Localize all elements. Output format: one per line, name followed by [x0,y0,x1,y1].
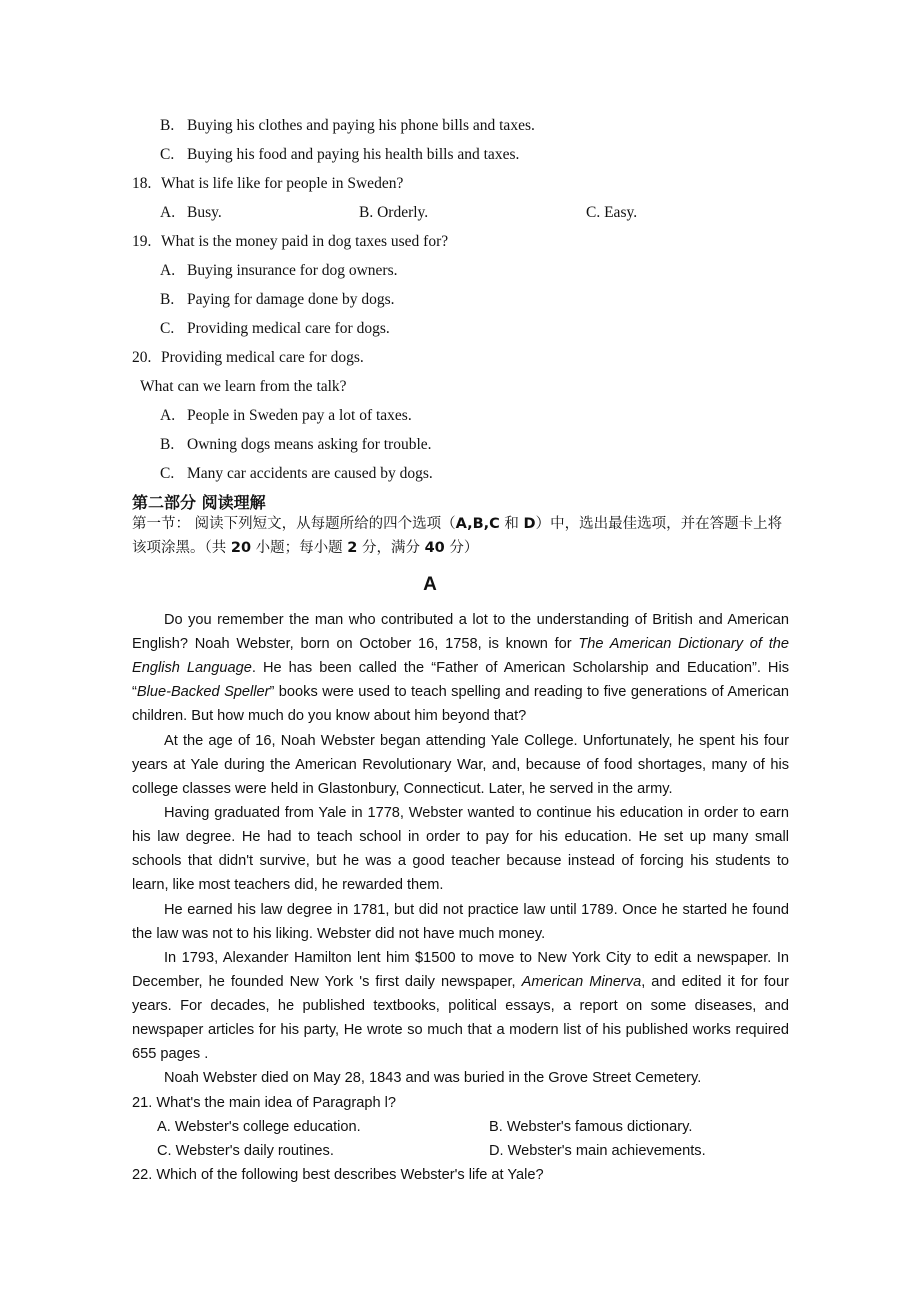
option-20-b: B. Owning dogs means asking for trouble. [160,436,432,453]
passage-label: A [423,574,437,595]
option-21-d: D. Webster's main achievements. [489,1143,706,1159]
question-19: 19. What is the money paid in dog taxes used for? [132,233,449,250]
paragraph-6: Noah Webster died on May 28, 1843 and was buried in the Grove Street Cemetery. [164,1070,702,1086]
question-18: 18. What is life like for people in Sweden? [132,175,404,192]
option-20-a: A. People in Sweden pay a lot of taxes. [160,407,412,424]
option-19-b: B. Paying for damage done by dogs. [160,291,395,308]
paragraph-3: Having graduated from Yale in 1778, Webster wanted to continue his education in order to earn his law degree. He had to teach school in order to pay for his education. He set up many small schools that didn't survive, but he was a good teacher because instead of forcing his students to learn, like most teachers did, he rewarded them. [132,805,789,894]
paragraph-1: Do you remember the man who contributed a lot to the understanding of British and American English? Noah Webster, born on October 16, 1758, is known for The American Dictionary of the English Language. He has been called the “Father of American Scholarship and Education”. His “Blue-Backed Speller” books were used to teach spelling and reading to five generations of American children. But how much do you know about him beyond that? [132,612,789,725]
option-17-c: C. Buying his food and paying his health bills and taxes. [160,146,520,163]
question-22: 22. Which of the following best describes Webster's life at Yale? [132,1167,544,1183]
paragraph-4: He earned his law degree in 1781, but did not practice law until 1789. Once he started he found the law was not to his liking. Webster did not have much money. [132,902,789,943]
section-instruction: 第一节： 阅读下列短文，从每题所给的四个选项（A,B,C 和 D）中，选出最佳选项，并在答题卡上将该项涂黑。（共 20 小题；每小题 2 分，满分 40 分） [132,516,783,556]
question-20-text: What can we learn from the talk? [140,378,347,395]
option-18-a: A. Busy. [160,204,222,221]
paragraph-2: At the age of 16, Noah Webster began attending Yale College. Unfortunately, he spent his four years at Yale during the American Revolutionary War, and, because of food shortages, many of his college classes were held in Glastonbury, Connecticut. Later, he served in the army. [132,733,789,798]
option-18-b: B. Orderly. [359,204,429,221]
option-18-c: C. Easy. [586,204,638,221]
question-21: 21. What's the main idea of Paragraph l? [132,1095,397,1111]
option-19-c: C. Providing medical care for dogs. [160,320,390,337]
option-17-b: B. Buying his clothes and paying his phone bills and taxes. [160,117,535,134]
option-21-b: B. Webster's famous dictionary. [489,1119,693,1135]
option-21-c: C. Webster's daily routines. [157,1143,334,1159]
question-20: 20. Providing medical care for dogs. [132,349,364,366]
option-19-a: A. Buying insurance for dog owners. [160,262,398,279]
option-21-a: A. Webster's college education. [157,1119,361,1135]
part-title: 第二部分 阅读理解 [132,493,266,512]
option-20-c: C. Many car accidents are caused by dogs. [160,465,433,482]
paragraph-5: In 1793, Alexander Hamilton lent him $1500 to move to New York City to edit a newspaper. In December, he founded New York 's first daily newspaper, American Minerva, and edited it for four years. For decades, he published textbooks, political essays, a report on some diseases, and newspaper articles for his party, He wrote so much that a modern list of his published works required 655 pages . [132,950,789,1063]
